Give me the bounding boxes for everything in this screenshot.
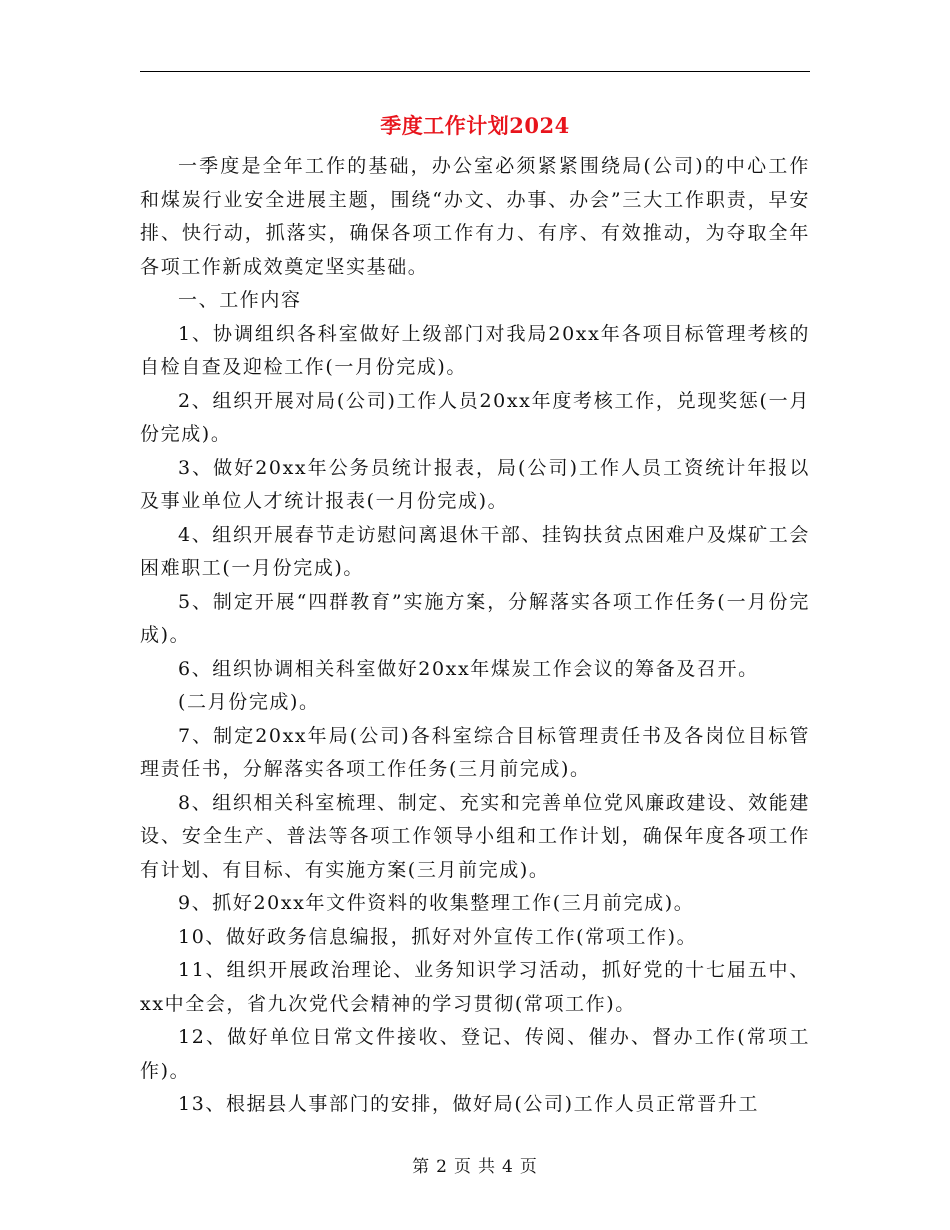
header-rule <box>140 71 810 72</box>
footer-page-word: 页 <box>454 1157 472 1177</box>
page-number-footer <box>0 1152 950 1177</box>
footer-prefix: 第 <box>412 1157 431 1177</box>
list-item: 12、做好单位日常文件接收、登记、传阅、催办、督办工作(常项工作)。 <box>140 1026 810 1082</box>
footer-suffix: 页 <box>519 1157 538 1177</box>
list-item: 11、组织开展政治理论、业务知识学习活动，抓好党的十七届五中、xx中全会，省九次党代会精神的学习贯彻(常项工作)。 <box>140 959 810 1015</box>
list-item: 10、做好政务信息编报，抓好对外宣传工作(常项工作)。 <box>178 925 698 948</box>
total-page-count: 4 <box>502 1157 514 1177</box>
document-title: 季度工作计划2024 <box>380 113 570 138</box>
list-item: 3、做好20xx年公务员统计报表，局(公司)工作人员工资统计年报以及事业单位人才统计报表(一月份完成)。 <box>140 456 810 512</box>
list-item: 7、制定20xx年局(公司)各科室综合目标管理责任书及各岗位目标管理责任书，分解落实各项工作任务(三月前完成)。 <box>140 724 810 780</box>
list-item: 5、制定开展“四群教育”实施方案，分解落实各项工作任务(一月份完成)。 <box>140 590 810 646</box>
section-heading: 一、工作内容 <box>178 289 302 311</box>
list-item: 2、组织开展对局(公司)工作人员20xx年度考核工作，兑现奖惩(一月份完成)。 <box>140 389 810 445</box>
list-item: 4、组织开展春节走访慰问离退休干部、挂钩扶贫点困难户及煤矿工会困难职工(一月份完成)。 <box>140 523 810 579</box>
footer-total-prefix: 共 <box>478 1157 496 1177</box>
list-item: 9、抓好20xx年文件资料的收集整理工作(三月前完成)。 <box>178 892 695 914</box>
list-item: 8、组织相关科室梳理、制定、充实和完善单位党风廉政建设、效能建设、安全生产、普法等各项工作领导小组和工作计划，确保年度各项工作有计划、有目标、有实施方案(三月前完成)。 <box>140 791 810 881</box>
list-item: 13、根据县人事部门的安排，做好局(公司)工作人员正常晋升工 <box>178 1093 760 1115</box>
list-item-continuation: (二月份完成)。 <box>178 691 320 713</box>
document-body <box>140 150 810 1122</box>
list-item: 1、协调组织各科室做好上级部门对我局20xx年各项目标管理考核的自检自查及迎检工作(一月份完成)。 <box>140 322 810 378</box>
list-item: 6、组织协调相关科室做好20xx年煤炭工作会议的筹备及召开。 <box>178 657 759 680</box>
intro-paragraph: 一季度是全年工作的基础，办公室必须紧紧围绕局(公司)的中心工作和煤炭行业安全进展主题，围绕“办文、办事、办会”三大工作职责，早安排、快行动，抓落实，确保各项工作有力、有序、有效推动，为夺取全年各项工作新成效奠定坚实基础。 <box>140 155 810 278</box>
current-page-number: 2 <box>436 1157 448 1177</box>
